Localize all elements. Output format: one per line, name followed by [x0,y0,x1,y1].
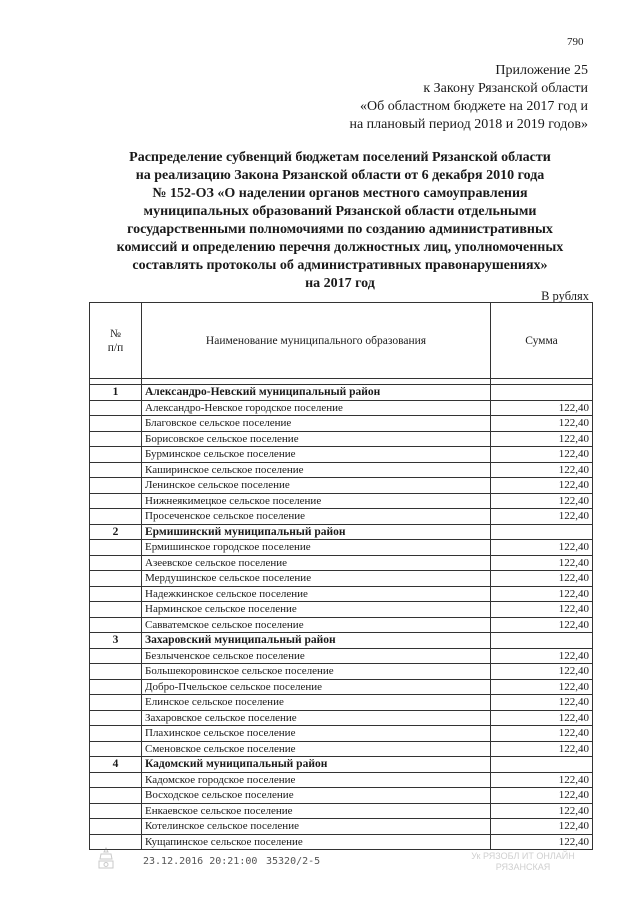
table-row [90,726,593,742]
table-row [90,493,593,509]
cell-number: 3 [90,633,142,649]
cell-name: Александро-Невское городское поселение [142,400,491,416]
cell-sum: 122,40 [491,447,593,463]
header-name: Наименование муниципального образования [142,303,491,379]
district-row [90,524,593,540]
cell-number [90,664,142,680]
table-row [90,431,593,447]
cell-sum: 122,40 [491,788,593,804]
title-line: на реализацию Закона Рязанской области от 6 декабря 2010 года [135,168,545,183]
cell-number [90,695,142,711]
faded-line: РЯЗАНСКАЯ [495,862,551,872]
header-number [90,303,142,379]
title-line: государственными полномочиями по созданию административных [127,222,553,237]
appendix-line: Приложение 25 [495,63,588,78]
title-line: Распределение субвенций бюджетам поселений Рязанской области [129,150,551,165]
header-number-abbr: п/п [107,341,124,354]
cell-number [90,819,142,835]
cell-number: 4 [90,757,142,773]
cell-sum: 122,40 [491,602,593,618]
title-line: составлять протоколы об административных правонарушениях» [132,258,548,273]
appendix-line: «Об областном бюджете на 2017 год и [360,99,588,114]
table-row [90,571,593,587]
table-row [90,664,593,680]
table-row [90,447,593,463]
cell-number [90,602,142,618]
table-row [90,648,593,664]
cell-sum: 122,40 [491,726,593,742]
cell-number [90,431,142,447]
appendix-header [349,62,588,134]
cell-sum: 122,40 [491,462,593,478]
table-row [90,617,593,633]
table-row [90,416,593,432]
cell-number [90,710,142,726]
table-row [90,741,593,757]
cell-sum: 122,40 [491,478,593,494]
cell-number [90,679,142,695]
cell-name: Кущапинское сельское поселение [142,834,491,850]
cell-number [90,540,142,556]
table-row [90,509,593,525]
cell-sum: 122,40 [491,710,593,726]
cell-number: 2 [90,524,142,540]
cell-sum: 122,40 [491,679,593,695]
table-row [90,710,593,726]
cell-name: Плахинское сельское поселение [142,726,491,742]
cell-name: Котелинское сельское поселение [142,819,491,835]
table-body [90,385,593,850]
cell-sum: 122,40 [491,648,593,664]
cell-number [90,788,142,804]
cell-name: Захаровское сельское поселение [142,710,491,726]
cell-number [90,726,142,742]
cell-name: Ермишинский муниципальный район [142,524,491,540]
cell-sum: 122,40 [491,664,593,680]
cell-number: 1 [90,385,142,401]
cell-name: Нарминское сельское поселение [142,602,491,618]
footer-datetime: 23.12.2016 20:21:00 [143,856,258,867]
table-row [90,555,593,571]
title-line: № 152-ОЗ «О наделении органов местного самоуправления [152,186,528,201]
cell-name: Ленинское сельское поселение [142,478,491,494]
cell-number [90,462,142,478]
cell-sum [491,385,593,401]
cell-number [90,741,142,757]
table-row [90,586,593,602]
district-row [90,385,593,401]
cell-name: Восходское сельское поселение [142,788,491,804]
table-row [90,772,593,788]
cell-name: Савватемское сельское поселение [142,617,491,633]
title-line: комиссий и определению перечня должностных лиц, уполномоченных [116,240,564,255]
cell-name: Александро-Невский муниципальный район [142,385,491,401]
cell-number [90,416,142,432]
cell-name: Просеченское сельское поселение [142,509,491,525]
cell-sum: 122,40 [491,834,593,850]
title-line: муниципальных образований Рязанской области отдельными [143,204,537,219]
stamp-icon [97,847,115,869]
cell-name: Благовское сельское поселение [142,416,491,432]
cell-sum: 122,40 [491,586,593,602]
cell-name: Мердушинское сельское поселение [142,571,491,587]
cell-number [90,571,142,587]
cell-sum [491,524,593,540]
cell-sum: 122,40 [491,819,593,835]
cell-sum: 122,40 [491,695,593,711]
table-header-row [90,303,593,379]
cell-number [90,648,142,664]
footer-faded-watermark [448,851,598,873]
cell-name: Ермишинское городское поселение [142,540,491,556]
cell-name: Безлыченское сельское поселение [142,648,491,664]
cell-sum: 122,40 [491,555,593,571]
cell-name: Добро-Пчельское сельское поселение [142,679,491,695]
cell-name: Сменовское сельское поселение [142,741,491,757]
cell-name: Елинское сельское поселение [142,695,491,711]
page-number: 790 [567,36,584,48]
cell-name: Кадомский муниципальный район [142,757,491,773]
table-row [90,788,593,804]
table-row [90,819,593,835]
cell-number [90,803,142,819]
faded-line: Ук РЯЗОБЛ ИТ ОНЛАЙН [471,851,575,861]
cell-number [90,400,142,416]
cell-number [90,447,142,463]
table-row [90,803,593,819]
subvention-table [89,302,593,850]
district-row [90,633,593,649]
table-row [90,462,593,478]
cell-sum [491,757,593,773]
title-line: на 2017 год [305,276,375,291]
cell-name: Енкаевское сельское поселение [142,803,491,819]
table-row [90,478,593,494]
currency-note: В рублях [541,289,589,303]
cell-name: Нижнеякимецкое сельское поселение [142,493,491,509]
appendix-line: на плановый период 2018 и 2019 годов» [349,117,588,132]
cell-number [90,478,142,494]
cell-number [90,772,142,788]
cell-name: Захаровский муниципальный район [142,633,491,649]
cell-sum: 122,40 [491,617,593,633]
table-row [90,834,593,850]
cell-name: Кадомское городское поселение [142,772,491,788]
header-sum: Сумма [491,303,593,379]
cell-sum: 122,40 [491,400,593,416]
cell-name: Каширинское сельское поселение [142,462,491,478]
cell-number [90,586,142,602]
cell-sum: 122,40 [491,431,593,447]
table-row [90,400,593,416]
table-row [90,679,593,695]
cell-sum: 122,40 [491,803,593,819]
cell-sum: 122,40 [491,416,593,432]
cell-sum: 122,40 [491,540,593,556]
cell-sum: 122,40 [491,741,593,757]
cell-name: Бурминское сельское поселение [142,447,491,463]
cell-sum: 122,40 [491,772,593,788]
document-title [80,149,600,293]
district-row [90,757,593,773]
cell-number [90,509,142,525]
cell-sum: 122,40 [491,493,593,509]
cell-sum [491,633,593,649]
cell-number [90,555,142,571]
table-row [90,540,593,556]
footer-document-code: 35320/2-5 [266,856,321,867]
table-row [90,602,593,618]
table-row [90,695,593,711]
cell-sum: 122,40 [491,571,593,587]
cell-number [90,493,142,509]
cell-name: Борисовское сельское поселение [142,431,491,447]
cell-sum: 122,40 [491,509,593,525]
appendix-line: к Закону Рязанской области [423,81,588,96]
header-number-symbol: № [110,327,121,340]
cell-name: Азеевское сельское поселение [142,555,491,571]
cell-name: Надежкинское сельское поселение [142,586,491,602]
cell-name: Большекоровинское сельское поселение [142,664,491,680]
cell-number [90,617,142,633]
